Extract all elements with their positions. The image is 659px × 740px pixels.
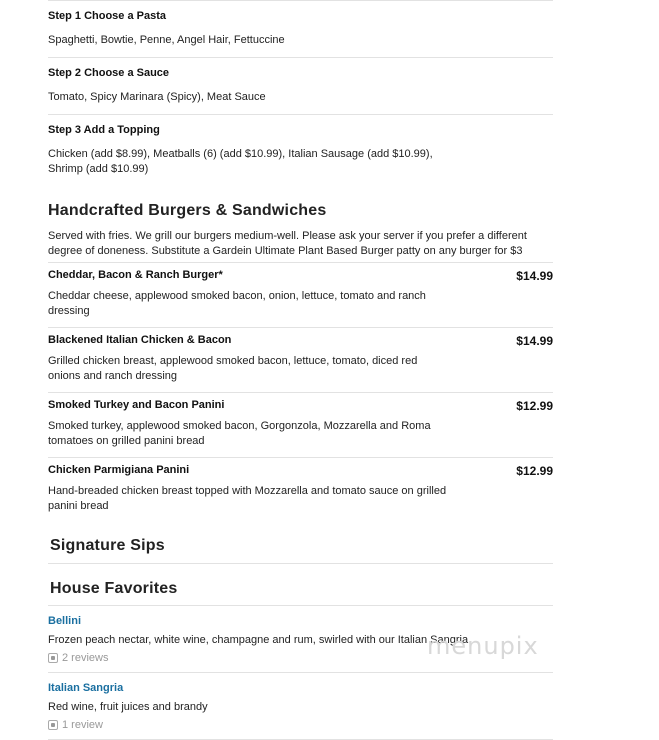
- step-title: Step 1 Choose a Pasta: [48, 10, 166, 22]
- pasta-step: [48, 58, 553, 115]
- drink-name-link[interactable]: Italian Sangria: [48, 682, 124, 694]
- step-desc: Chicken (add $8.99), Meatballs (6) (add $10.99), Italian Sausage (add $10.99), Shrimp (add $10.99): [48, 148, 433, 175]
- step-desc: Spaghetti, Bowtie, Penne, Angel Hair, Fettuccine: [48, 34, 285, 46]
- item-desc: Grilled chicken breast, applewood smoked bacon, lettuce, tomato, diced red onions and ranch dressing: [48, 355, 418, 382]
- drink-name-link[interactable]: Bellini: [48, 615, 82, 627]
- menupix-watermark: menupix: [427, 632, 539, 660]
- item-name: Smoked Turkey and Bacon Panini: [48, 399, 225, 411]
- item-desc: Hand-breaded chicken breast topped with Mozzarella and tomato sauce on grilled panini bread: [48, 485, 447, 512]
- menu-item[interactable]: [48, 262, 553, 327]
- section-heading-signature: Signature Sips: [50, 537, 165, 554]
- pasta-step: [48, 115, 553, 186]
- pasta-step: [48, 1, 553, 58]
- drink-desc: Red wine, fruit juices and brandy: [48, 701, 208, 713]
- menu-item[interactable]: [48, 457, 553, 522]
- item-price: $12.99: [516, 399, 553, 413]
- item-desc: Smoked turkey, applewood smoked bacon, Gorgonzola, Mozzarella and Roma tomatoes on grilled panini bread: [48, 420, 431, 447]
- menu-item[interactable]: [48, 327, 553, 392]
- section-heading-house: House Favorites: [50, 580, 178, 597]
- step-desc: Tomato, Spicy Marinara (Spicy), Meat Sauce: [48, 91, 266, 103]
- item-price: $14.99: [516, 269, 553, 283]
- reviews-count: 2 reviews: [62, 652, 109, 664]
- reviews-link[interactable]: [48, 719, 553, 731]
- item-price: $12.99: [516, 464, 553, 478]
- item-desc: Cheddar cheese, applewood smoked bacon, onion, lettuce, tomato and ranch dressing: [48, 290, 426, 317]
- item-name: Cheddar, Bacon & Ranch Burger*: [48, 269, 223, 281]
- step-title: Step 3 Add a Topping: [48, 124, 160, 136]
- section-heading-burgers: Handcrafted Burgers & Sandwiches: [48, 202, 327, 219]
- section-intro: Served with fries. We grill our burgers medium-well. Please ask your server if you prefer a different degree of doneness. Substitute a Gardein Ultimate Plant Based Burger patty on any burger for $3: [48, 230, 527, 257]
- menu-column: [48, 0, 553, 740]
- reviews-count: 1 review: [62, 719, 103, 731]
- item-name: Chicken Parmigiana Panini: [48, 464, 190, 476]
- menu-item[interactable]: [48, 392, 553, 457]
- item-name: Blackened Italian Chicken & Bacon: [48, 334, 232, 346]
- item-price: $14.99: [516, 334, 553, 348]
- drink-desc: Frozen peach nectar, white wine, champagne and rum, swirled with our Italian Sangria: [48, 634, 469, 646]
- review-toggle-icon[interactable]: [48, 653, 58, 663]
- step-title: Step 2 Choose a Sauce: [48, 67, 170, 79]
